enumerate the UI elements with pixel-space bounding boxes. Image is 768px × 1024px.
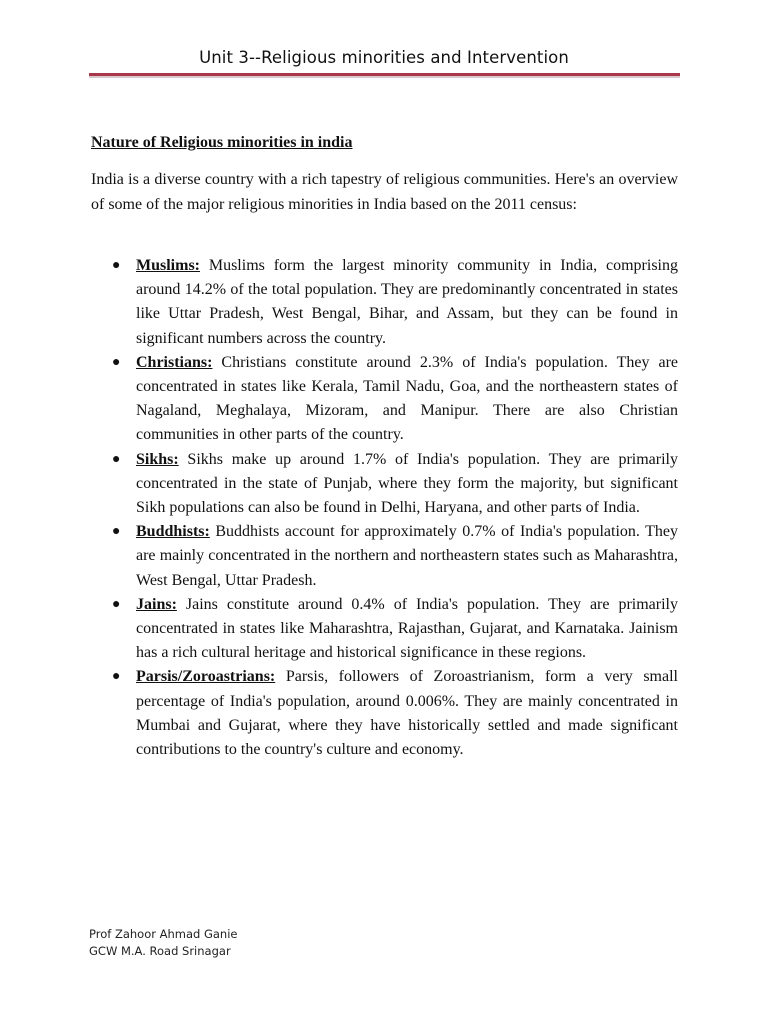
intro-paragraph: India is a diverse country with a rich tapestry of religious communities. Here's an overview of some of the major religious minorities in India based on the 2011 census: bbox=[91, 171, 678, 213]
list-item-text: Buddhists account for approximately 0.7% of India's population. They are mainly concentrated in the northern and northeastern states such as Maharashtra, West Bengal, Uttar Pradesh. bbox=[136, 523, 678, 589]
list-item-term: Christians: bbox=[136, 353, 213, 371]
list-item-text: Muslims form the largest minority community in India, comprising around 14.2% of the total population. They are predominantly concentrated in states like Uttar Pradesh, West Bengal, Bihar, and Assam, but they can be found in significant numbers across the country. bbox=[136, 257, 678, 347]
section-heading: Nature of Religious minorities in india bbox=[91, 134, 353, 151]
list-item-text: Jains constitute around 0.4% of India's population. They are primarily concentrated in states like Maharashtra, Rajasthan, Gujarat, and Karnataka. Jainism has a rich cultural heritage and historical significance in these regions. bbox=[136, 595, 678, 662]
bullet-icon: ● bbox=[112, 524, 121, 540]
page-footer bbox=[89, 926, 238, 960]
footer-author: Prof Zahoor Ahmad Ganie bbox=[89, 927, 238, 941]
list-item-term: Jains: bbox=[136, 595, 177, 613]
minorities-list bbox=[91, 254, 678, 762]
list-item-jains bbox=[91, 593, 678, 666]
bullet-icon: ● bbox=[112, 258, 121, 273]
list-item-term: Muslims: bbox=[136, 257, 200, 274]
list-item-term: Sikhs: bbox=[136, 450, 179, 468]
list-item-text: Parsis, followers of Zoroastrianism, form a very small percentage of India's population, around 0.006%. They are mainly concentrated in Mumbai and Gujarat, where they have historically settled and made significant contributions to the country's culture and economy. bbox=[136, 668, 678, 759]
list-item-text: Christians constitute around 2.3% of India's population. They are concentrated in states like Kerala, Tamil Nadu, Goa, and the northeastern states of Nagaland, Meghalaya, Mizoram, and Manipur. There are also Christian communities in other parts of the country. bbox=[136, 353, 678, 444]
bullet-icon: ● bbox=[112, 669, 121, 685]
list-item-muslims bbox=[91, 254, 678, 351]
bullet-icon: ● bbox=[112, 354, 121, 370]
page-header-title: Unit 3--Religious minorities and Intervention bbox=[199, 48, 569, 67]
footer-institution: GCW M.A. Road Srinagar bbox=[89, 944, 231, 958]
list-item-term: Parsis/Zoroastrians: bbox=[136, 668, 276, 686]
list-item-parsis bbox=[91, 665, 678, 762]
header-divider-shadow bbox=[89, 76, 680, 78]
list-item-text: Sikhs make up around 1.7% of India's population. They are primarily concentrated in the state of Punjab, where they form the majority, but significant Sikh populations can also be found in Delhi, Haryana, and other parts of India. bbox=[136, 450, 678, 517]
list-item-sikhs bbox=[91, 448, 678, 521]
bullet-icon: ● bbox=[112, 596, 121, 612]
list-item-term: Buddhists: bbox=[136, 523, 210, 541]
bullet-icon: ● bbox=[112, 451, 121, 467]
list-item-christians bbox=[91, 351, 678, 448]
list-item-buddhists bbox=[91, 520, 678, 593]
